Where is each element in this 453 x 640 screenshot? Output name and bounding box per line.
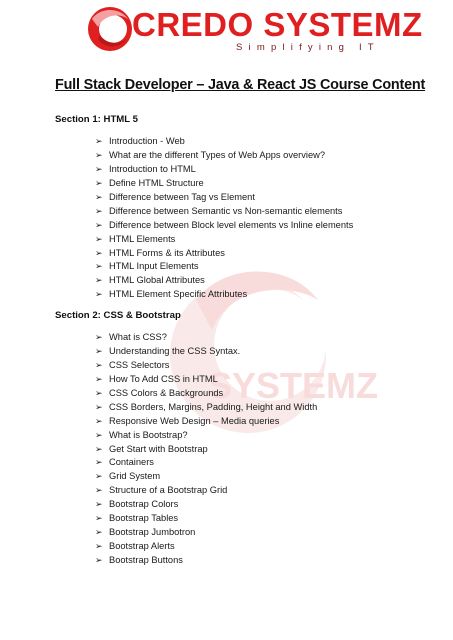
arrow-bullet-icon: ➢: [95, 485, 103, 496]
arrow-bullet-icon: ➢: [95, 429, 103, 440]
arrow-bullet-icon: ➢: [95, 275, 103, 286]
arrow-bullet-icon: ➢: [95, 163, 103, 174]
list-item: ➢ Bootstrap Jumbotron: [95, 526, 317, 540]
arrow-bullet-icon: ➢: [95, 527, 103, 538]
list-item: ➢ What is Bootstrap?: [95, 429, 317, 443]
arrow-bullet-icon: ➢: [95, 332, 103, 342]
list-item: ➢ Containers: [95, 456, 317, 470]
arrow-bullet-icon: ➢: [95, 387, 103, 398]
arrow-bullet-icon: ➢: [95, 415, 103, 426]
list-item: ➢ HTML Element Specific Attributes: [95, 288, 353, 302]
arrow-bullet-icon: ➢: [95, 401, 103, 412]
page-title: Full Stack Developer – Java & React JS Course Content: [55, 77, 426, 93]
list-item: ➢ CSS Colors & Backgrounds: [95, 387, 317, 401]
arrow-bullet-icon: ➢: [95, 345, 103, 356]
list-item: ➢ HTML Global Attributes: [95, 274, 353, 288]
credo-swirl-icon: [86, 5, 134, 53]
list-item: ➢ Bootstrap Alerts: [95, 540, 317, 554]
arrow-bullet-icon: ➢: [95, 149, 103, 160]
section-1-list: [95, 135, 353, 302]
list-item: ➢ Bootstrap Colors: [95, 498, 317, 512]
list-item: ➢ Difference between Semantic vs Non-semantic elements: [95, 205, 353, 219]
list-item: ➢ CSS Borders, Margins, Padding, Height and Width: [95, 401, 317, 415]
list-item: ➢ Difference between Block level elements vs Inline elements: [95, 219, 353, 233]
arrow-bullet-icon: ➢: [95, 513, 103, 524]
list-item: ➢ Grid System: [95, 470, 317, 484]
arrow-bullet-icon: ➢: [95, 289, 103, 300]
arrow-bullet-icon: ➢: [95, 136, 103, 146]
list-item: ➢ Bootstrap Tables: [95, 512, 317, 526]
svg-text:SYSTEMZ: SYSTEMZ: [208, 365, 379, 406]
list-item: ➢ What is CSS?: [95, 331, 317, 345]
arrow-bullet-icon: ➢: [95, 471, 103, 482]
list-item: ➢ Bootstrap Buttons: [95, 554, 317, 568]
list-item: ➢ HTML Forms & its Attributes: [95, 247, 353, 261]
brand-tagline: Simplifying IT: [236, 42, 380, 53]
arrow-bullet-icon: ➢: [95, 191, 103, 202]
list-item: ➢ HTML Elements: [95, 233, 353, 247]
section-2-heading: Section 2: CSS & Bootstrap: [55, 310, 181, 321]
section-1-heading: Section 1: HTML 5: [55, 114, 138, 125]
arrow-bullet-icon: ➢: [95, 177, 103, 188]
arrow-bullet-icon: ➢: [95, 359, 103, 370]
section-2-list: [95, 331, 317, 568]
brand-name: CREDO SYSTEMZ: [132, 6, 423, 43]
arrow-bullet-icon: ➢: [95, 555, 103, 565]
arrow-bullet-icon: ➢: [95, 233, 103, 244]
list-item: ➢ Responsive Web Design – Media queries: [95, 415, 317, 429]
arrow-bullet-icon: ➢: [95, 247, 103, 258]
list-item: ➢ What are the different Types of Web Apps overview?: [95, 149, 353, 163]
list-item: ➢ Understanding the CSS Syntax.: [95, 345, 317, 359]
arrow-bullet-icon: ➢: [95, 457, 103, 468]
arrow-bullet-icon: ➢: [95, 219, 103, 230]
list-item: ➢ How To Add CSS in HTML: [95, 373, 317, 387]
brand-logo: [86, 5, 423, 57]
list-item: ➢ HTML Input Elements: [95, 260, 353, 274]
arrow-bullet-icon: ➢: [95, 205, 103, 216]
arrow-bullet-icon: ➢: [95, 373, 103, 384]
list-item: ➢ Introduction - Web: [95, 135, 353, 149]
list-item: ➢ Get Start with Bootstrap: [95, 443, 317, 457]
list-item: ➢ Difference between Tag vs Element: [95, 191, 353, 205]
list-item: ➢ Structure of a Bootstrap Grid: [95, 484, 317, 498]
arrow-bullet-icon: ➢: [95, 541, 103, 552]
list-item: ➢ CSS Selectors: [95, 359, 317, 373]
arrow-bullet-icon: ➢: [95, 499, 103, 510]
list-item: ➢ Define HTML Structure: [95, 177, 353, 191]
list-item: ➢ Introduction to HTML: [95, 163, 353, 177]
arrow-bullet-icon: ➢: [95, 261, 103, 272]
arrow-bullet-icon: ➢: [95, 443, 103, 454]
